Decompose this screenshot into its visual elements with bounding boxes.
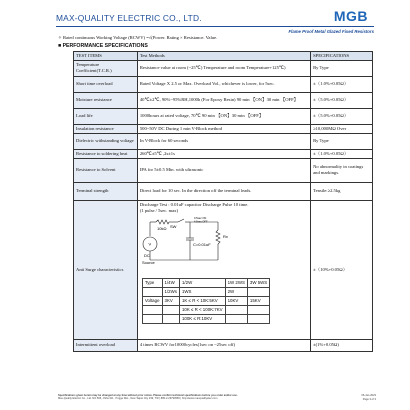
table-cell: 100K ≤ R:10KV <box>179 314 225 323</box>
header-specifications: SPECIFICATIONS <box>311 52 373 61</box>
test-method: 260℃±5℃ ,2s±1s <box>137 149 310 158</box>
test-method: 1000hours at rated voltage, 70℃ 90 min 【ON】30 min 【OFF】 <box>137 108 310 124</box>
surge-voltage-table <box>142 278 270 324</box>
anti-surge-method <box>137 200 310 339</box>
test-item: Terminal strength <box>74 182 138 200</box>
test-item: Short time overload <box>74 76 138 92</box>
test-item: Intermittent overload <box>74 339 138 351</box>
page-footer <box>58 394 376 400</box>
rx-label: Rx <box>222 233 228 239</box>
table-cell <box>247 305 269 314</box>
resistor-label: 10kΩ <box>156 225 167 231</box>
switch-on-note: 0.5sec ON <box>193 216 207 220</box>
table-cell: 1K ≤ R < 10K:5KV <box>179 296 225 305</box>
table-cell <box>225 314 247 323</box>
table-cell: 1/2W <box>179 278 225 287</box>
table-row <box>74 133 373 149</box>
surge-circuit-diagram <box>140 216 260 276</box>
table-cell: 1/4W <box>162 278 179 287</box>
specification: ±（5.0%+0.05Ω） <box>311 108 373 124</box>
table-cell <box>142 314 162 323</box>
table-row <box>74 339 373 351</box>
specification: ±（10%+0.05Ω） <box>311 200 373 339</box>
test-item: Anti Surge characteristics <box>74 200 138 339</box>
specification: ±（1.0%+0.05Ω） <box>311 76 373 92</box>
table-row <box>74 61 373 76</box>
table-cell: 1/2Ws <box>162 287 179 296</box>
table-row <box>142 305 269 314</box>
test-method: 4 times RCWV for10000cycles(1sec on ~25sec off) <box>137 339 310 351</box>
table-row <box>142 287 269 296</box>
table-cell: 3W 5WS <box>247 278 269 287</box>
section-title: ■ PERFORMANCE SPECIFICATIONS <box>58 43 148 49</box>
footer-page-number: Page 3 of 3 <box>362 398 376 401</box>
test-method: IPA for 5±0.5 Min. with ultrasonic <box>137 158 310 182</box>
table-row <box>74 149 373 158</box>
test-method: Resistance value at room (~25℃) Temperature and room Temperature+125℃) <box>137 61 310 76</box>
table-cell: Type <box>142 278 162 287</box>
table-cell <box>142 287 162 296</box>
discharge-line-2: (1 pulse / 5sec. max) <box>139 208 179 214</box>
specification: No abnormality in coatings and markings. <box>311 158 373 182</box>
table-row <box>74 182 373 200</box>
table-cell <box>247 287 269 296</box>
specification: ±(1%+0.05Ω) <box>311 339 373 351</box>
table-cell <box>162 314 179 323</box>
table-cell: 1W 2WS <box>225 278 247 287</box>
table-row <box>74 76 373 92</box>
header-test-methods: Test Methods <box>137 52 310 61</box>
product-subtitle: Flame Proof Metal Glazed Fixed Resistors <box>288 29 374 34</box>
table-row <box>142 314 269 323</box>
footer-date: 06-Jan-2023 <box>361 394 376 397</box>
test-item: Load life <box>74 108 138 124</box>
test-item: Temperature Coefficient(T.C.R.) <box>74 61 138 76</box>
table-row <box>74 108 373 124</box>
specification: By Type <box>311 61 373 76</box>
table-cell: 10KV <box>225 296 247 305</box>
specification: ≥10,000MΩ Over <box>311 124 373 133</box>
test-method: Rated Voltage X 2.5 or Max. Overload Vol., whichever is lower, for 5sec. <box>137 76 310 92</box>
dc-label: DC <box>143 252 150 258</box>
table-cell <box>247 314 269 323</box>
source-label: Source <box>141 259 155 265</box>
specification: By Type <box>311 133 373 149</box>
table-header-row <box>74 52 373 61</box>
test-method: In V-Block for 60 seconds <box>137 133 310 149</box>
table-row <box>74 92 373 108</box>
header-test-items: TEST ITEMS <box>74 52 138 61</box>
discharge-test-text <box>140 202 249 214</box>
test-method: Direct load for 10 sec. In the direction off the terminal leads. <box>137 182 310 200</box>
footer-address: Max-Quality Electric Co., Ltd. NO.566, Jhihu Rd., Yingge Dist., New Taipei City 239, TW | 886-2-26790566 | http://www.maxqualityelec.com <box>58 397 218 400</box>
specifications-table <box>73 51 373 352</box>
specification: ±（1.0%+0.05Ω） <box>311 149 373 158</box>
test-item: Resistance to soldering heat <box>74 149 138 158</box>
table-cell <box>225 305 247 314</box>
table-cell <box>142 305 162 314</box>
switch-off-note: 4.5sec OFF <box>193 220 208 224</box>
table-cell: 10K ≤ R < 100K:7KV <box>179 305 225 314</box>
table-row <box>142 296 269 305</box>
voltage-source-label: V <box>148 241 152 247</box>
switch-label: SW <box>169 223 177 229</box>
test-method: 40℃±2℃, 90%~95%RH,1000h (For Epoxy Resin) 90 min 【ON】30 min 【OFF】 <box>137 92 310 108</box>
table-row <box>74 124 373 133</box>
table-cell: Voltage <box>142 296 162 305</box>
test-item: Resistance to Solvent <box>74 158 138 182</box>
specification: ±（5.0%+0.05Ω） <box>311 92 373 108</box>
company-name: MAX-QUALITY ELECTRIC CO., LTD. <box>56 13 202 23</box>
discharge-line-1: Discharge Test : 0.01uF capacitor Discharge Pulse 10 time. <box>139 201 249 207</box>
header-divider <box>56 26 374 27</box>
table-cell <box>162 305 179 314</box>
brand-logo: MGB <box>333 8 368 24</box>
table-row <box>74 200 373 339</box>
footer-disclaimer: Specifications given herein may be changed at any time without prior notice. Please confirm technical specifications before you order and/or use. <box>58 394 238 397</box>
test-item: Moisture resistance <box>74 92 138 108</box>
test-item: Insulation resistance <box>74 124 138 133</box>
table-cell: 15KV <box>247 296 269 305</box>
table-row <box>74 158 373 182</box>
test-item: Dielectric withstanding voltage <box>74 133 138 149</box>
capacitor-label: C=0.01uF <box>192 241 211 247</box>
table-cell: 1WS <box>179 287 225 296</box>
table-row <box>142 278 269 287</box>
table-cell: 2W <box>225 287 247 296</box>
test-method: 500~50V DC During 1 min V-Block method <box>137 124 310 133</box>
specification: Tensile:≥2.5kg <box>311 182 373 200</box>
rated-voltage-note: ✧ Rated continuous Working Voltage (RCWV) =√(Power. Rating × Resistance. Value. <box>58 35 218 40</box>
table-cell: 3KV <box>162 296 179 305</box>
